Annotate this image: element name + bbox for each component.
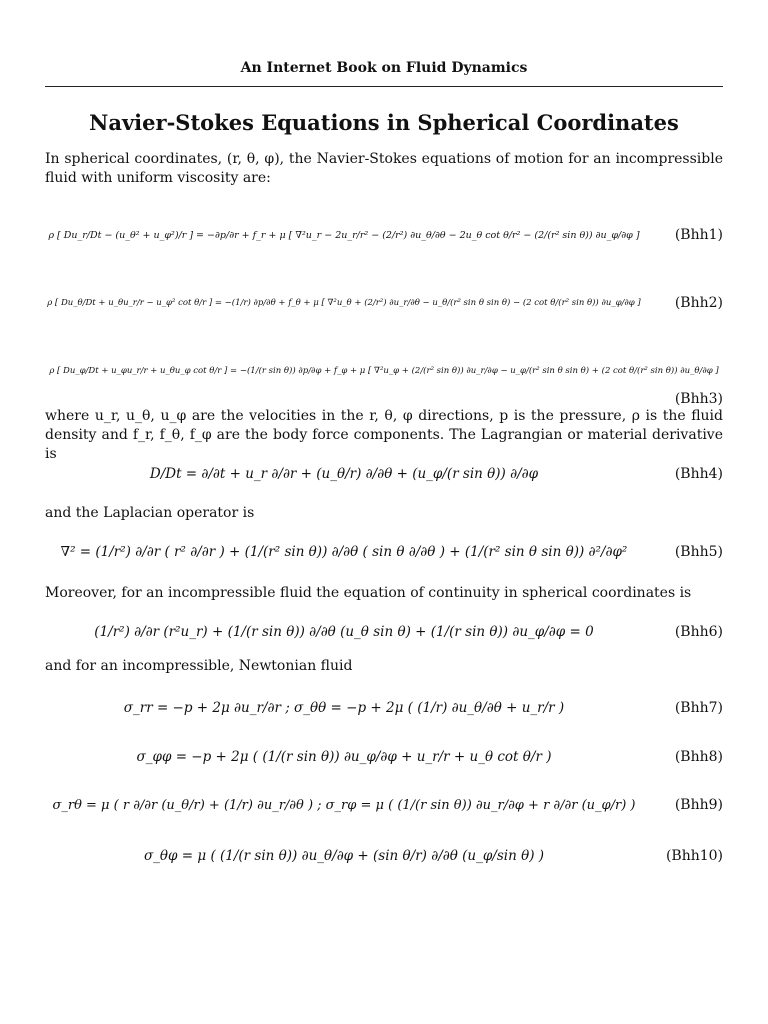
equation-label: (Bhh1) — [674, 227, 723, 243]
equation-bhh8 — [45, 737, 723, 777]
equation-body: σ_φφ = −p + 2μ ( (1/(r sin θ)) ∂u_φ/∂φ + u_r/r + u_θ cot θ/r ) — [136, 749, 552, 765]
equation-bhh6 — [45, 612, 723, 652]
equation-body: σ_rr = −p + 2μ ∂u_r/∂r ; σ_θθ = −p + 2μ ( (1/r) ∂u_θ/∂θ + u_r/r ) — [123, 700, 565, 716]
equation-body: ρ [ Du_φ/Dt + u_φu_r/r + u_θu_φ cot θ/r ] = −(1/(r sin θ)) ∂p/∂φ + f_φ + μ [ ∇²u_φ + (2/(r² sin θ)) ∂u_r/∂φ − u_φ/(r² sin θ sin θ) + (2 cot θ/(r² sin θ)) ∂u_θ/∂φ ] — [49, 366, 719, 376]
equation-body: σ_rθ = μ ( r ∂/∂r (u_θ/r) + (1/r) ∂u_r/∂θ ) ; σ_rφ = μ ( (1/(r sin θ)) ∂u_r/∂φ + r ∂/∂r (u_φ/r) ) — [52, 797, 636, 813]
equation-label: (Bhh2) — [674, 295, 723, 311]
page-title: Navier-Stokes Equations in Spherical Coordinates — [89, 110, 679, 135]
equation-label: (Bhh10) — [665, 848, 723, 864]
intro-paragraph: In spherical coordinates, (r, θ, φ), the Navier-Stokes equations of motion for an incompressible fluid with uniform viscosity are: — [45, 151, 723, 186]
velocity-definition-paragraph: where u_r, u_θ, u_φ are the velocities in the r, θ, φ directions, p is the pressure, ρ is the fluid density and f_r, f_θ, f_φ are the body force components. The Lagrangian or material derivative is — [45, 408, 723, 462]
equation-label: (Bhh4) — [674, 466, 723, 482]
equation-label: (Bhh6) — [674, 624, 723, 640]
equation-bhh5 — [45, 532, 723, 572]
equation-label: (Bhh5) — [674, 544, 723, 560]
equation-bhh10 — [45, 836, 723, 876]
equation-body: (1/r²) ∂/∂r (r²u_r) + (1/(r sin θ)) ∂/∂θ (u_θ sin θ) + (1/(r sin θ)) ∂u_φ/∂φ = 0 — [94, 624, 594, 640]
equation-bhh7 — [45, 688, 723, 728]
equation-bhh4 — [45, 454, 723, 494]
equation-label: (Bhh8) — [674, 749, 723, 765]
equation-body: ∇² = (1/r²) ∂/∂r ( r² ∂/∂r ) + (1/(r² sin θ)) ∂/∂θ ( sin θ ∂/∂θ ) + (1/(r² sin θ sin θ)) ∂²/∂φ² — [60, 544, 628, 560]
laplacian-intro-paragraph: and the Laplacian operator is — [45, 505, 255, 521]
book-header: An Internet Book on Fluid Dynamics — [240, 60, 528, 76]
equation-body: ρ [ Du_r/Dt − (u_θ² + u_φ²)/r ] = −∂p/∂r + f_r + μ [ ∇²u_r − 2u_r/r² − (2/r²) ∂u_θ/∂θ − 2u_θ cot θ/r² − (2/(r² sin θ)) ∂u_φ/∂φ ] — [48, 229, 640, 241]
equation-label: (Bhh9) — [674, 797, 723, 813]
equation-body: σ_θφ = μ ( (1/(r sin θ)) ∂u_θ/∂φ + (sin θ/r) ∂/∂θ (u_φ/sin θ) ) — [143, 848, 545, 864]
header-rule — [45, 86, 723, 87]
equation-bhh2 — [45, 283, 723, 323]
equation-bhh3 — [45, 351, 723, 407]
continuity-intro-paragraph: Moreover, for an incompressible fluid the equation of continuity in spherical coordinates is — [45, 585, 692, 601]
equation-body: ρ [ Du_θ/Dt + u_θu_r/r − u_φ² cot θ/r ] = −(1/r) ∂p/∂θ + f_θ + μ [ ∇²u_θ + (2/r²) ∂u_r/∂θ − u_θ/(r² sin θ sin θ) − (2 cot θ/(r² sin θ)) ∂u_φ/∂φ ] — [47, 298, 641, 308]
newtonian-intro-paragraph: and for an incompressible, Newtonian fluid — [45, 658, 353, 674]
equation-bhh9 — [45, 785, 723, 825]
equation-label: (Bhh7) — [674, 700, 723, 716]
equation-bhh1 — [45, 215, 723, 255]
equation-body: D/Dt = ∂/∂t + u_r ∂/∂r + (u_θ/r) ∂/∂θ + (u_φ/(r sin θ)) ∂/∂φ — [149, 466, 539, 482]
equation-label: (Bhh3) — [674, 391, 723, 407]
